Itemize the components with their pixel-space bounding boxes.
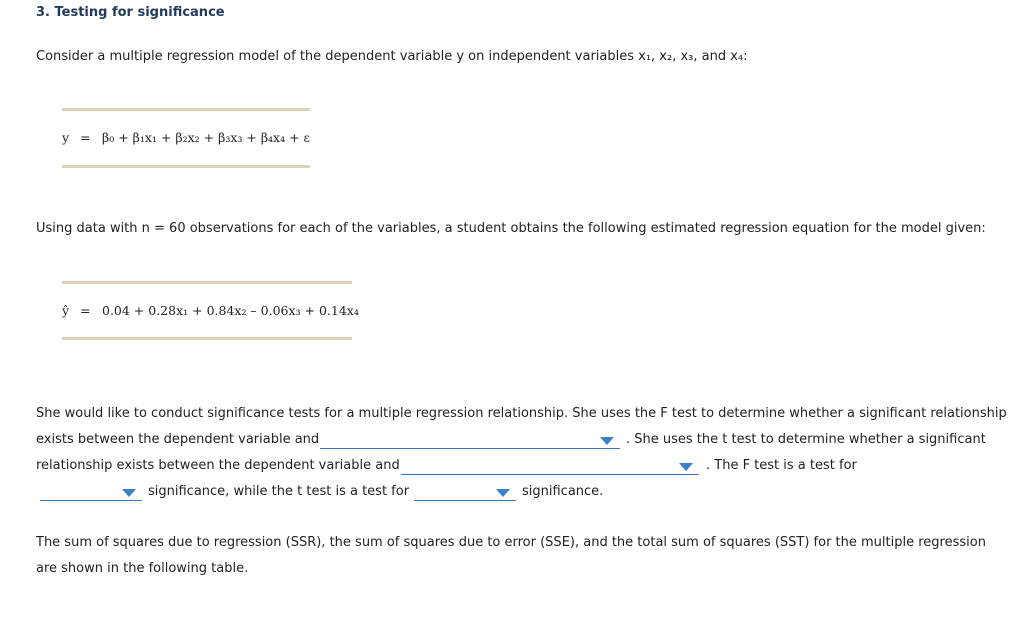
intro-text: Consider a multiple regression model of the dependent variable y on independent variables x₁, x₂, x₃, and x₄: xyxy=(36,49,748,64)
model-equation-rhs: β₀ + β₁x₁ + β₂x₂ + β₃x₃ + β₄x₄ + ε xyxy=(102,130,311,145)
equation-bottom-rule xyxy=(62,165,310,168)
estimated-equation-bottom-rule xyxy=(62,337,352,340)
estimated-equation xyxy=(62,303,359,318)
question-line-4-middle: significance, while the t test is a test for xyxy=(148,484,410,499)
chevron-down-icon[interactable] xyxy=(496,489,510,497)
f-test-type-dropdown[interactable] xyxy=(40,481,142,501)
estimated-equation-lhs: ŷ xyxy=(62,303,70,318)
chevron-down-icon[interactable] xyxy=(600,437,614,445)
model-equation xyxy=(62,130,310,145)
t-test-type-dropdown[interactable] xyxy=(414,481,516,501)
data-sentence: Using data with n = 60 observations for each of the variables, a student obtains the following estimated regression equation for the model given: xyxy=(36,221,986,236)
question-line-3-end: . The F test is a test for xyxy=(706,458,857,473)
question-heading: 3. Testing for significance xyxy=(36,5,225,20)
question-line-4-end: significance. xyxy=(522,484,604,499)
f-test-relationship-dropdown[interactable] xyxy=(320,429,620,449)
chevron-down-icon[interactable] xyxy=(122,489,136,497)
estimated-equation-top-rule xyxy=(62,281,352,284)
equation-top-rule xyxy=(62,108,310,111)
question-line-2-start: exists between the dependent variable and xyxy=(36,432,320,447)
model-equation-lhs: y xyxy=(62,130,70,145)
chevron-down-icon[interactable] xyxy=(679,463,693,471)
estimated-equation-rhs: 0.04 + 0.28x₁ + 0.84x₂ – 0.06x₃ + 0.14x₄ xyxy=(102,303,359,318)
sum-of-squares-line-2: are shown in the following table. xyxy=(36,561,249,576)
question-line-3-start: relationship exists between the dependent variable and xyxy=(36,458,400,473)
estimated-equation-equals: = xyxy=(80,303,91,318)
t-test-relationship-dropdown[interactable] xyxy=(401,455,699,475)
sum-of-squares-line-1: The sum of squares due to regression (SSR), the sum of squares due to error (SSE), and the total sum of squares (SST) for the multiple regression xyxy=(36,535,986,550)
question-line-2-end: . She uses the t test to determine whether a significant xyxy=(626,432,986,447)
model-equation-equals: = xyxy=(80,130,91,145)
question-line-1: She would like to conduct significance tests for a multiple regression relationship. She uses the F test to determine whether a significant relationship xyxy=(36,406,1007,421)
